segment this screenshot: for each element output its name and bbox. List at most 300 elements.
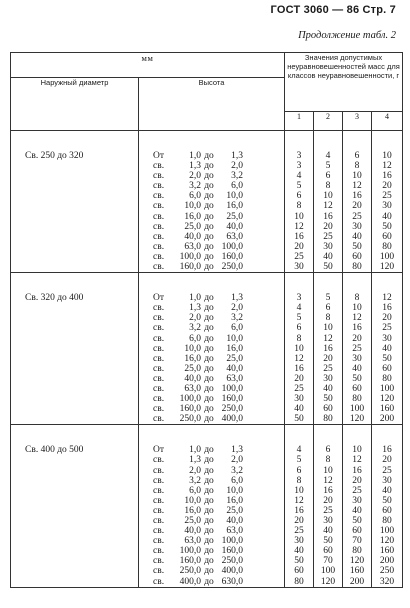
- tolerance-value: 5: [296, 455, 302, 466]
- tolerance-value: 120: [379, 394, 395, 405]
- height-to: 2,0: [231, 161, 243, 172]
- height-pre: св.: [153, 576, 165, 587]
- height-from: 100,0: [179, 546, 201, 557]
- diameter-range: Св. 250 до 320: [11, 131, 139, 273]
- tolerance-value: 60: [382, 505, 392, 516]
- height-to: 10,0: [226, 333, 243, 344]
- height-pre: св.: [153, 556, 165, 567]
- height-range: [153, 526, 284, 536]
- height-do: до: [204, 201, 214, 212]
- tolerance-value: 5: [296, 181, 302, 192]
- tolerance-value: 120: [349, 556, 365, 567]
- height-pre: св.: [153, 546, 165, 557]
- tolerance-value: 40: [352, 363, 362, 374]
- height-pre: св.: [153, 414, 165, 425]
- tolerance-value: 30: [294, 536, 304, 547]
- tolerance-value: 40: [382, 485, 392, 496]
- height-to: 10,0: [226, 485, 243, 496]
- tolerance-value: 50: [323, 536, 333, 547]
- height-do: до: [204, 363, 214, 374]
- height-do: до: [204, 241, 214, 252]
- tolerance-value: 20: [294, 373, 304, 384]
- height-to: 2,0: [231, 455, 243, 466]
- height-pre: св.: [153, 526, 165, 537]
- height-range: [153, 486, 284, 496]
- height-from: 40,0: [184, 526, 201, 537]
- height-range: [153, 384, 284, 394]
- height-pre: св.: [153, 262, 165, 273]
- height-from: 160,0: [179, 262, 201, 273]
- height-to: 3,2: [231, 313, 243, 324]
- height-do: до: [204, 251, 214, 262]
- tolerance-value: 16: [323, 485, 333, 496]
- height-pre: св.: [153, 404, 165, 415]
- class-2-values: [314, 273, 343, 425]
- height-do: до: [204, 546, 214, 557]
- diameter-range: Св. 400 до 500: [11, 425, 139, 587]
- tolerance-value: 30: [294, 394, 304, 405]
- height-from: 40,0: [184, 231, 201, 242]
- tolerance-value: 70: [352, 536, 362, 547]
- tolerance-value: 16: [352, 323, 362, 334]
- height-pre: св.: [153, 241, 165, 252]
- tolerance-value: 12: [323, 201, 333, 212]
- tolerance-value: 10: [294, 343, 304, 354]
- tolerance-value: 80: [294, 576, 304, 587]
- height-do: до: [204, 313, 214, 324]
- tolerance-value: 25: [352, 211, 362, 222]
- tolerance-value: 5: [296, 313, 302, 324]
- height-from: 3,2: [189, 475, 201, 486]
- height-pre: св.: [153, 323, 165, 334]
- diameter-range: Св. 320 до 400: [11, 273, 139, 425]
- height-do: до: [204, 445, 214, 456]
- units-header: мм: [11, 53, 285, 78]
- height-do: до: [204, 373, 214, 384]
- values-header: Значения допустимых неуравновешенностей масс для классов неуравновешенности, г: [285, 53, 403, 112]
- class-1-values: [285, 425, 314, 587]
- tolerance-value: 10: [323, 323, 333, 334]
- height-range: [153, 171, 284, 181]
- tolerance-value: 25: [294, 526, 304, 537]
- height-do: до: [204, 516, 214, 526]
- tolerance-value: 3: [296, 161, 302, 172]
- height-do: до: [204, 556, 214, 567]
- height-from: 10,0: [184, 201, 201, 212]
- tolerance-value: 25: [382, 323, 392, 334]
- height-range: [153, 445, 284, 455]
- tolerance-value: 12: [352, 313, 362, 324]
- height-range: [153, 577, 284, 587]
- height-range: [153, 161, 284, 171]
- tolerance-value: 60: [323, 546, 333, 557]
- height-pre: св.: [153, 333, 165, 344]
- height-pre: св.: [153, 251, 165, 262]
- height-pre: св.: [153, 363, 165, 374]
- height-range: [153, 201, 284, 211]
- class-2-values: [314, 131, 343, 273]
- tolerance-value: 70: [323, 556, 333, 567]
- height-to: 25,0: [226, 353, 243, 364]
- class-3-values: [343, 273, 372, 425]
- tolerance-value: 25: [323, 363, 333, 374]
- tolerance-value: 12: [382, 161, 392, 172]
- page-header: ГОСТ 3060 — 86 Стр. 7: [270, 4, 396, 16]
- tolerance-value: 5: [325, 293, 331, 304]
- tolerance-value: 60: [382, 363, 392, 374]
- tolerance-value: 60: [323, 404, 333, 415]
- height-from: 63,0: [184, 536, 201, 547]
- tolerance-value: 30: [294, 262, 304, 273]
- tolerance-value: 10: [352, 445, 362, 456]
- group-row: [11, 425, 403, 587]
- height-from: 63,0: [184, 241, 201, 252]
- tolerance-value: 50: [294, 414, 304, 425]
- height-to: 40,0: [226, 516, 243, 526]
- tolerance-value: 60: [294, 566, 304, 577]
- tolerance-value: 80: [352, 394, 362, 405]
- height-to: 1,3: [231, 151, 243, 161]
- height-to: 6,0: [231, 475, 243, 486]
- height-do: до: [204, 404, 214, 415]
- height-range: [153, 476, 284, 486]
- tolerance-value: 60: [352, 526, 362, 537]
- height-from: 2,0: [189, 313, 201, 324]
- height-to: 25,0: [226, 211, 243, 222]
- tolerance-value: 20: [294, 516, 304, 526]
- tolerance-value: 10: [352, 171, 362, 182]
- height-range: [153, 414, 284, 424]
- height-to: 63,0: [226, 373, 243, 384]
- tolerance-value: 3: [296, 293, 302, 304]
- height-do: до: [204, 191, 214, 202]
- height-pre: св.: [153, 516, 165, 526]
- tolerance-value: 8: [296, 201, 302, 212]
- height-range: [153, 466, 284, 476]
- tolerance-value: 160: [379, 404, 395, 415]
- height-pre: св.: [153, 231, 165, 242]
- tolerance-value: 80: [382, 516, 392, 526]
- height-to: 160,0: [221, 546, 243, 557]
- height-to: 1,3: [231, 445, 243, 456]
- height-do: до: [204, 221, 214, 232]
- tolerance-value: 120: [379, 262, 395, 273]
- height-to: 16,0: [226, 343, 243, 354]
- height-do: до: [204, 394, 214, 405]
- height-ranges: [139, 425, 285, 587]
- tolerance-value: 40: [294, 546, 304, 557]
- tolerance-value: 12: [352, 181, 362, 192]
- table-header: [11, 53, 403, 131]
- height-from: 3,2: [189, 181, 201, 192]
- class-header-4: 4: [372, 112, 403, 131]
- tolerance-value: 25: [323, 505, 333, 516]
- height-pre: св.: [153, 566, 165, 577]
- class-header-1: 1: [285, 112, 314, 131]
- tolerance-value: 6: [296, 191, 302, 202]
- tolerance-value: 20: [323, 495, 333, 506]
- tolerance-value: 6: [296, 465, 302, 476]
- tolerance-value: 16: [382, 445, 392, 456]
- height-pre: От: [153, 445, 165, 456]
- height-from: 16,0: [184, 353, 201, 364]
- height-from: 16,0: [184, 505, 201, 516]
- tolerance-value: 8: [325, 181, 331, 192]
- tolerance-value: 20: [294, 241, 304, 252]
- height-do: до: [204, 151, 214, 161]
- tolerance-value: 100: [379, 526, 395, 537]
- height-to: 100,0: [221, 383, 243, 394]
- tolerance-value: 12: [294, 221, 304, 232]
- tolerance-value: 4: [325, 151, 331, 161]
- tolerance-value: 25: [294, 383, 304, 394]
- height-range: [153, 354, 284, 364]
- height-range: [153, 566, 284, 576]
- tolerance-value: 6: [354, 151, 360, 161]
- height-do: до: [204, 181, 214, 192]
- tolerance-value: 50: [382, 495, 392, 506]
- tolerance-value: 120: [379, 536, 395, 547]
- tolerance-value: 20: [352, 475, 362, 486]
- height-range: [153, 374, 284, 384]
- tolerance-value: 80: [382, 373, 392, 384]
- height-range: [153, 212, 284, 222]
- height-to: 6,0: [231, 181, 243, 192]
- height-from: 1,0: [189, 445, 201, 456]
- height-range: [153, 323, 284, 333]
- height-from: 1,0: [189, 293, 201, 304]
- height-pre: св.: [153, 161, 165, 172]
- tolerance-value: 20: [352, 201, 362, 212]
- height-do: до: [204, 323, 214, 334]
- tolerance-value: 30: [352, 353, 362, 364]
- height-range: [153, 252, 284, 262]
- tolerance-value: 40: [382, 343, 392, 354]
- height-do: до: [204, 161, 214, 172]
- tolerance-value: 80: [382, 241, 392, 252]
- tolerance-value: 6: [325, 171, 331, 182]
- height-pre: св.: [153, 455, 165, 466]
- height-range: [153, 516, 284, 526]
- group-row: [11, 131, 403, 273]
- tolerance-value: 160: [379, 546, 395, 557]
- diameter-group: [11, 273, 403, 425]
- tolerance-value: 20: [382, 455, 392, 466]
- tolerance-value: 10: [294, 211, 304, 222]
- tolerance-value: 320: [379, 576, 395, 587]
- tolerance-value: 20: [352, 333, 362, 344]
- height-from: 63,0: [184, 383, 201, 394]
- class-4-values: [372, 425, 403, 587]
- height-pre: св.: [153, 394, 165, 405]
- tolerance-value: 50: [352, 373, 362, 384]
- height-pre: св.: [153, 191, 165, 202]
- height-to: 40,0: [226, 221, 243, 232]
- tolerance-value: 100: [349, 404, 365, 415]
- tolerance-value: 80: [323, 414, 333, 425]
- height-from: 2,0: [189, 465, 201, 476]
- height-do: до: [204, 485, 214, 496]
- height-range: [153, 293, 284, 303]
- height-range: [153, 556, 284, 566]
- height-from: 250,0: [179, 566, 201, 577]
- tolerance-value: 100: [379, 383, 395, 394]
- height-ranges: [139, 273, 285, 425]
- tolerance-value: 40: [352, 231, 362, 242]
- height-from: 25,0: [184, 363, 201, 374]
- height-range: [153, 546, 284, 556]
- tolerance-value: 3: [296, 151, 302, 161]
- tolerance-value: 12: [323, 333, 333, 344]
- height-to: 40,0: [226, 363, 243, 374]
- table-continuation-label: Продолжение табл. 2: [298, 30, 396, 41]
- height-from: 10,0: [184, 495, 201, 506]
- height-pre: св.: [153, 303, 165, 314]
- tolerance-value: 16: [382, 171, 392, 182]
- height-do: до: [204, 211, 214, 222]
- height-do: до: [204, 455, 214, 466]
- height-pre: св.: [153, 353, 165, 364]
- tolerance-value: 6: [325, 303, 331, 314]
- height-pre: св.: [153, 536, 165, 547]
- height-to: 160,0: [221, 251, 243, 262]
- height-from: 100,0: [179, 251, 201, 262]
- tolerance-value: 10: [382, 151, 392, 161]
- height-from: 40,0: [184, 373, 201, 384]
- tolerance-value: 12: [294, 353, 304, 364]
- height-to: 400,0: [221, 566, 243, 577]
- tolerance-value: 40: [323, 251, 333, 262]
- tolerance-value: 80: [352, 546, 362, 557]
- tolerance-value: 4: [296, 303, 302, 314]
- class-3-values: [343, 425, 372, 587]
- height-range: [153, 151, 284, 161]
- height-to: 3,2: [231, 171, 243, 182]
- tolerance-value: 200: [379, 414, 395, 425]
- tolerance-value: 30: [352, 495, 362, 506]
- height-do: до: [204, 383, 214, 394]
- height-from: 25,0: [184, 221, 201, 232]
- group-row: [11, 273, 403, 425]
- height-to: 25,0: [226, 505, 243, 516]
- tolerance-value: 50: [323, 262, 333, 273]
- tolerance-value: 10: [352, 303, 362, 314]
- height-to: 3,2: [231, 465, 243, 476]
- height-do: до: [204, 475, 214, 486]
- tolerance-value: 120: [320, 576, 336, 587]
- diameter-header: Наружный диаметр: [11, 78, 139, 131]
- tolerance-value: 16: [294, 363, 304, 374]
- height-do: до: [204, 495, 214, 506]
- height-pre: св.: [153, 505, 165, 516]
- height-to: 160,0: [221, 394, 243, 405]
- height-range: [153, 496, 284, 506]
- tolerance-value: 16: [382, 303, 392, 314]
- height-pre: св.: [153, 221, 165, 232]
- tolerance-value: 30: [352, 221, 362, 232]
- tolerance-value: 10: [294, 485, 304, 496]
- tolerance-value: 60: [352, 251, 362, 262]
- tolerance-value: 60: [382, 231, 392, 242]
- height-to: 100,0: [221, 536, 243, 547]
- height-pre: св.: [153, 475, 165, 486]
- height-to: 2,0: [231, 303, 243, 314]
- tolerance-value: 25: [352, 485, 362, 496]
- tolerance-value: 20: [382, 313, 392, 324]
- tolerance-value: 200: [349, 576, 365, 587]
- height-header: Высота: [139, 78, 285, 131]
- height-to: 16,0: [226, 201, 243, 212]
- class-4-values: [372, 273, 403, 425]
- height-to: 250,0: [221, 262, 243, 273]
- tolerance-value: 5: [325, 161, 331, 172]
- height-do: до: [204, 343, 214, 354]
- tolerance-value: 160: [349, 566, 365, 577]
- height-from: 160,0: [179, 404, 201, 415]
- class-4-values: [372, 131, 403, 273]
- height-from: 2,0: [189, 171, 201, 182]
- height-range: [153, 313, 284, 323]
- tolerance-value: 200: [379, 556, 395, 567]
- height-pre: св.: [153, 383, 165, 394]
- height-from: 6,0: [189, 191, 201, 202]
- height-do: до: [204, 333, 214, 344]
- tolerance-value: 16: [294, 231, 304, 242]
- tolerance-value: 40: [323, 526, 333, 537]
- height-do: до: [204, 526, 214, 537]
- height-to: 400,0: [221, 414, 243, 425]
- tolerance-value: 60: [352, 383, 362, 394]
- height-from: 100,0: [179, 394, 201, 405]
- height-from: 10,0: [184, 343, 201, 354]
- height-pre: св.: [153, 313, 165, 324]
- height-do: до: [204, 465, 214, 476]
- height-range: [153, 364, 284, 374]
- height-from: 25,0: [184, 516, 201, 526]
- class-header-3: 3: [343, 112, 372, 131]
- tolerance-value: 16: [323, 343, 333, 354]
- tolerance-value: 50: [382, 353, 392, 364]
- height-do: до: [204, 353, 214, 364]
- height-from: 250,0: [179, 414, 201, 425]
- height-range: [153, 181, 284, 191]
- tolerance-value: 20: [382, 181, 392, 192]
- tolerance-value: 20: [323, 353, 333, 364]
- height-pre: св.: [153, 485, 165, 496]
- height-from: 6,0: [189, 485, 201, 496]
- height-from: 3,2: [189, 323, 201, 334]
- tolerance-value: 40: [294, 404, 304, 415]
- tolerance-value: 8: [296, 475, 302, 486]
- height-range: [153, 455, 284, 465]
- tolerance-value: 12: [352, 455, 362, 466]
- height-range: [153, 222, 284, 232]
- tolerance-value: 50: [352, 241, 362, 252]
- height-do: до: [204, 293, 214, 304]
- height-range: [153, 191, 284, 201]
- height-range: [153, 344, 284, 354]
- class-header-2: 2: [314, 112, 343, 131]
- height-pre: От: [153, 293, 165, 304]
- height-do: до: [204, 231, 214, 242]
- height-range: [153, 262, 284, 272]
- tolerance-value: 80: [352, 262, 362, 273]
- tolerance-value: 6: [296, 323, 302, 334]
- tolerance-value: 12: [323, 475, 333, 486]
- height-pre: св.: [153, 181, 165, 192]
- tolerance-value: 120: [349, 414, 365, 425]
- height-to: 250,0: [221, 556, 243, 567]
